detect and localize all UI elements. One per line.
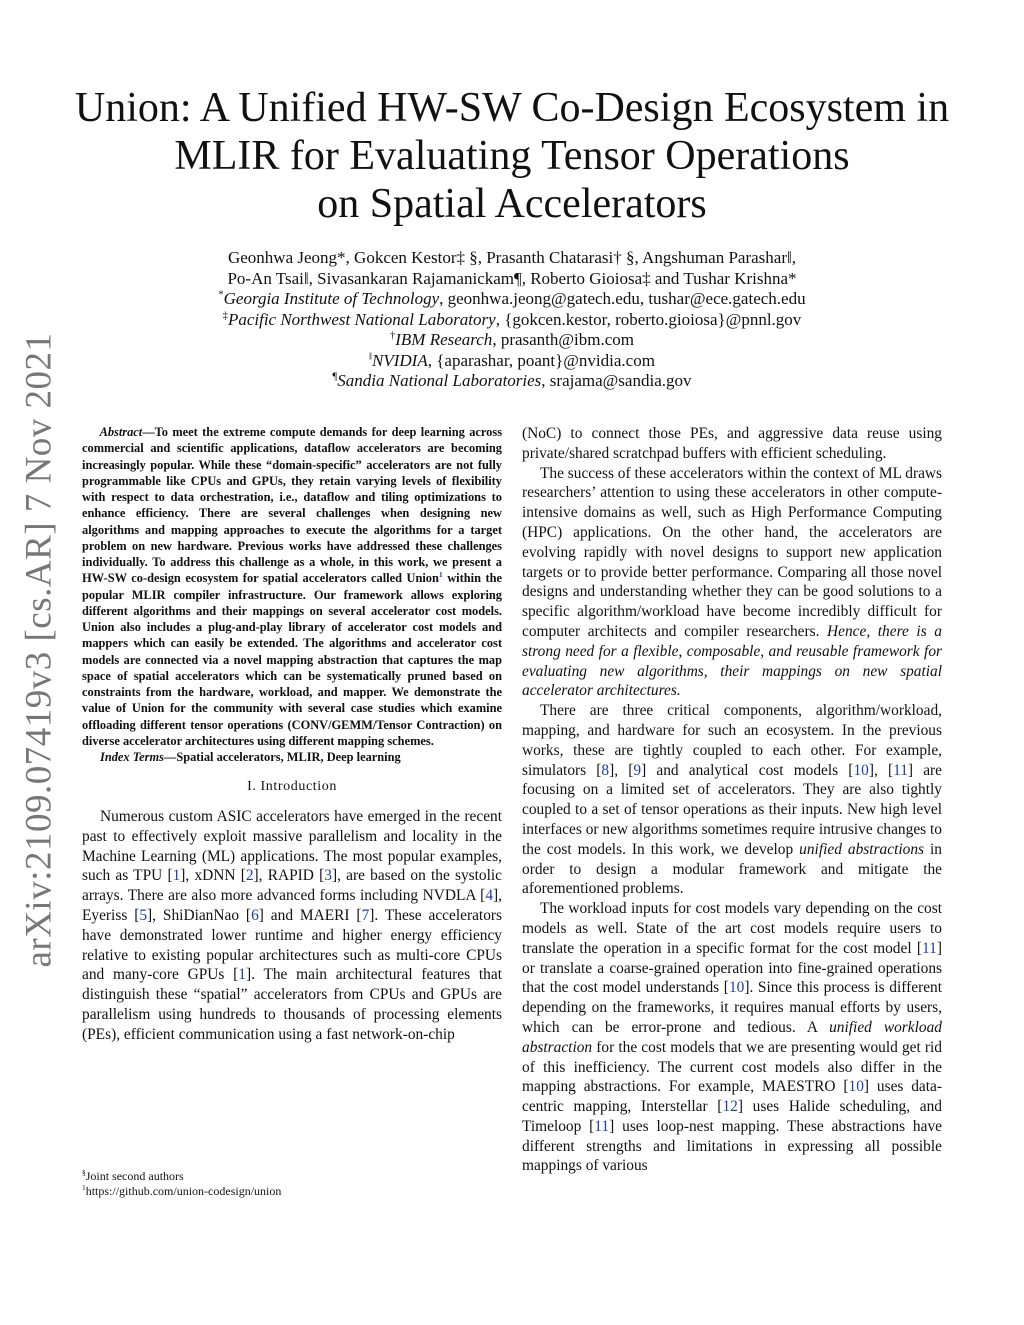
title-line-2: MLIR for Evaluating Tensor Operations [174,133,850,179]
citation-link[interactable]: 10 [848,1078,864,1096]
text-run: ]. The main architectural features that distinguish these “spatial” accelerators from CPUs and GPUs are parallelism using hundreds to thousands of processing elements (PEs), efficient communication using a fast network-on-chip [82,966,502,1043]
affiliation-4 [120,351,904,372]
text-run: in order to design a modular framework and mitigate the aforementioned problems. [522,840,942,898]
text-run: ], RAPID [ [253,867,325,885]
aff-email: , {gokcen.kestor, roberto.gioiosa}@pnnl.gov [495,309,802,329]
citation-link[interactable]: 4 [485,887,494,905]
aff-mark: ‖ [369,350,373,362]
right-paragraph-1 [522,464,942,702]
citation-link[interactable]: 7 [361,907,370,925]
text-run: ] are focusing on a limited set of accelerators. They are also tightly coupled to a set of tensor operations as their inputs. New high level interfaces or new algorithms sometimes require intrusive changes to the cost models. In this work, we develop [522,761,942,858]
aff-institution: Sandia National Laboratories [337,371,542,390]
text-run: ] uses data-centric mapping, Interstellar [ [522,1078,942,1116]
text-run: The workload inputs for cost models vary depending on the cost models as well. State of the art cost models require users to translate the operation in a specific format for the cost model [ [522,900,942,957]
citation-link[interactable]: 2 [245,867,254,885]
footnote-text: Joint second authors [85,1169,184,1183]
right-paragraph-3 [522,899,942,1176]
author-block [120,248,904,392]
text-run: ]. These accelerators have demonstrated lower runtime and higher energy efficiency relative to existing popular architectures such as multi-core CPUs and many-core GPUs [ [82,907,502,984]
footnotes [82,1169,502,1199]
text-run: ] uses Halide scheduling, and Timeloop [ [522,1098,942,1135]
citation-link[interactable]: 11 [893,761,908,779]
index-terms-text: —Spatial accelerators, MLIR, Deep learning [163,750,401,764]
aff-mark: ‡ [222,309,228,321]
affiliation-3 [120,330,904,351]
aff-mark: ¶ [332,371,338,383]
footnote-mark: 1 [82,1183,86,1192]
intro-paragraph-1 [82,807,502,1045]
author-line-1: Geonhwa Jeong*, Gokcen Kestor‡ §, Prasanth Chatarasi† §, Angshuman Parashar‖, [227,248,796,267]
author-line-2: Po-An Tsai‖, Sivasankaran Rajamanickam¶, Roberto Gioiosa‡ and Tushar Krishna* [227,268,797,288]
citation-link[interactable]: 8 [601,761,610,779]
text-run: The success of these accelerators within the context of ML draws researchers’ attention to using these accelerators in other compute-intensive domains as well, such as High Performance Computing (HPC) applications. On the other hand, the accelerators are evolving rapidly with novel designs to support new application targets or to provide better performance. Comparing all those novel designs and understanding whether they can be good solutions to a specific algorithm/workload have become incredibly difficult for computer architects and compiler researchers. [522,464,943,640]
text-run: ] or translate a coarse-grained operation into fine-grained operations that the cost model understands [ [522,939,942,997]
aff-mark: * [218,289,224,301]
left-column [82,424,502,1045]
text-run: ], are based on the systolic arrays. There are also more advanced forms including NVDLA [ [82,867,503,905]
text-run: ], [ [868,761,894,779]
abstract-text: —To meet the extreme compute demands for deep learning across commercial and scientific applications, dataflow accelerators are becoming increasingly popular. While these “domain-specific” accelerators are not fully programmable like CPUs and GPUs, they retain varying levels of flexibility with respect to data orchestration, i.e., dataflow and tiling optimizations to enhance efficiency. There are several challenges when designing new algorithms and mapping approaches to execute the algorithms for a target problem on new hardware. Previous works have addressed these challenges individually. To address this challenge as a whole, in this work, we present a HW-SW co-design ecosystem for spatial accelerators called Union [82,425,503,586]
right-column [522,424,942,1176]
right-paragraph-2 [522,701,942,899]
aff-email: , geonhwa.jeong@gatech.edu, tushar@ece.gatech.edu [439,289,806,308]
aff-institution: IBM Research [395,330,493,349]
citation-link[interactable]: 3 [324,867,332,885]
citation-link[interactable]: 5 [139,907,148,925]
text-run: ], [ [609,761,634,779]
title-line-3: on Spatial Accelerators [317,181,707,227]
aff-institution: NVIDIA [372,350,428,370]
citation-link[interactable]: 11 [922,939,937,957]
aff-email: , prasanth@ibm.com [492,330,635,349]
emphasis-text: unified abstractions [799,840,925,858]
abstract [82,424,502,749]
emphasis-text: Hence, there is a strong need for a flexible, composable, and reusable framework for evaluating new algorithms, their mappings on new spatial accelerator architectures. [522,622,942,700]
citation-link[interactable]: 6 [251,907,259,925]
text-run: for the cost models that we are presenting would get rid of this inefficiency. The current cost models also differ in the mapping abstractions. For example, MAESTRO [ [522,1038,942,1096]
text-run: There are three critical components, algorithm/workload, mapping, and hardware for such an ecosystem. In the previous works, these are tightly coupled to each other. For example, simulators [ [522,702,942,779]
arxiv-id-text: arXiv:2109.07419v3 [cs.AR] 7 Nov 2021 [18,332,60,968]
text-run: ] and analytical cost models [ [641,761,854,779]
index-terms [82,749,502,765]
citation-link[interactable]: 9 [633,761,642,779]
footnote-link[interactable]: 1 [438,570,443,580]
aff-institution: Georgia Institute of Technology [223,289,440,308]
affiliation-5 [120,371,904,392]
citation-link[interactable]: 10 [728,979,745,997]
citation-link[interactable]: 11 [594,1117,610,1135]
abstract-text-cont: within the popular MLIR compiler infrastructure. Our framework allows exploring different algorithms and their mappings on several accelerator cost models. Union also includes a plug-and-play library of accelerator cost models and mappers which can easily be extended. The algorithms and accelerator cost models are connected via a novel mapping abstraction that captures the map space of spatial accelerators which can be systematically pruned based on constraints from the hardware, workload, and mapper. We demonstrate the value of Union for the community with several case studies which examine offloading different tensor operations (CONV/GEMM/Tensor Contraction) on diverse accelerator architectures using different mapping schemes. [82,571,502,748]
aff-email: , srajama@sandia.gov [541,371,692,390]
text-run: ] and MAERI [ [258,907,362,925]
title-line-1: Union: A Unified HW-SW Co-Design Ecosystem in [74,85,950,131]
right-paragraph-0: (NoC) to connect those PEs, and aggressive data reuse using private/shared scratchpad buffers with efficient scheduling. [522,425,942,462]
abstract-label: Abstract [99,425,143,439]
affiliation-2 [120,310,904,331]
text-run: Numerous custom ASIC accelerators have emerged in the recent past to effectively exploit massive parallelism and locality in the Machine Learning (ML) applications. The most popular examples, such as TPU [ [82,808,502,885]
footnote-2 [82,1184,502,1199]
index-terms-label: Index Terms [100,750,164,764]
text-run: ], ShiDianNao [ [147,907,252,925]
citation-link[interactable]: 1 [238,966,246,984]
footnote-url-link[interactable]: https://github.com/union-codesign/union [85,1184,282,1198]
citation-link[interactable]: 12 [722,1098,738,1116]
footnote-1 [82,1169,502,1184]
aff-mark: † [389,330,396,342]
text-run: ], xDNN [ [180,867,246,885]
citation-link[interactable]: 10 [853,761,869,779]
text-run: ] uses loop-nest mapping. These abstractions have different strengths and limitations in expressing all possible mappings of various [522,1117,942,1175]
citation-link[interactable]: 1 [172,867,181,885]
text-run: ], Eyeriss [ [82,887,502,925]
aff-institution: Pacific Northwest National Laboratory [227,309,496,329]
section-heading-introduction: I. Introduction [247,779,337,795]
footnote-mark: § [82,1168,86,1177]
arxiv-watermark [14,332,64,968]
aff-email: , {aparashar, poant}@nvidia.com [427,350,655,370]
affiliation-1 [120,289,904,310]
emphasis-text: unified workload abstraction [522,1018,942,1056]
paper-title [70,84,954,228]
text-run: ]. Since this process is different depending on the frameworks, it requires manual efforts by users, which can be error-prone and tedious. A [522,979,942,1036]
